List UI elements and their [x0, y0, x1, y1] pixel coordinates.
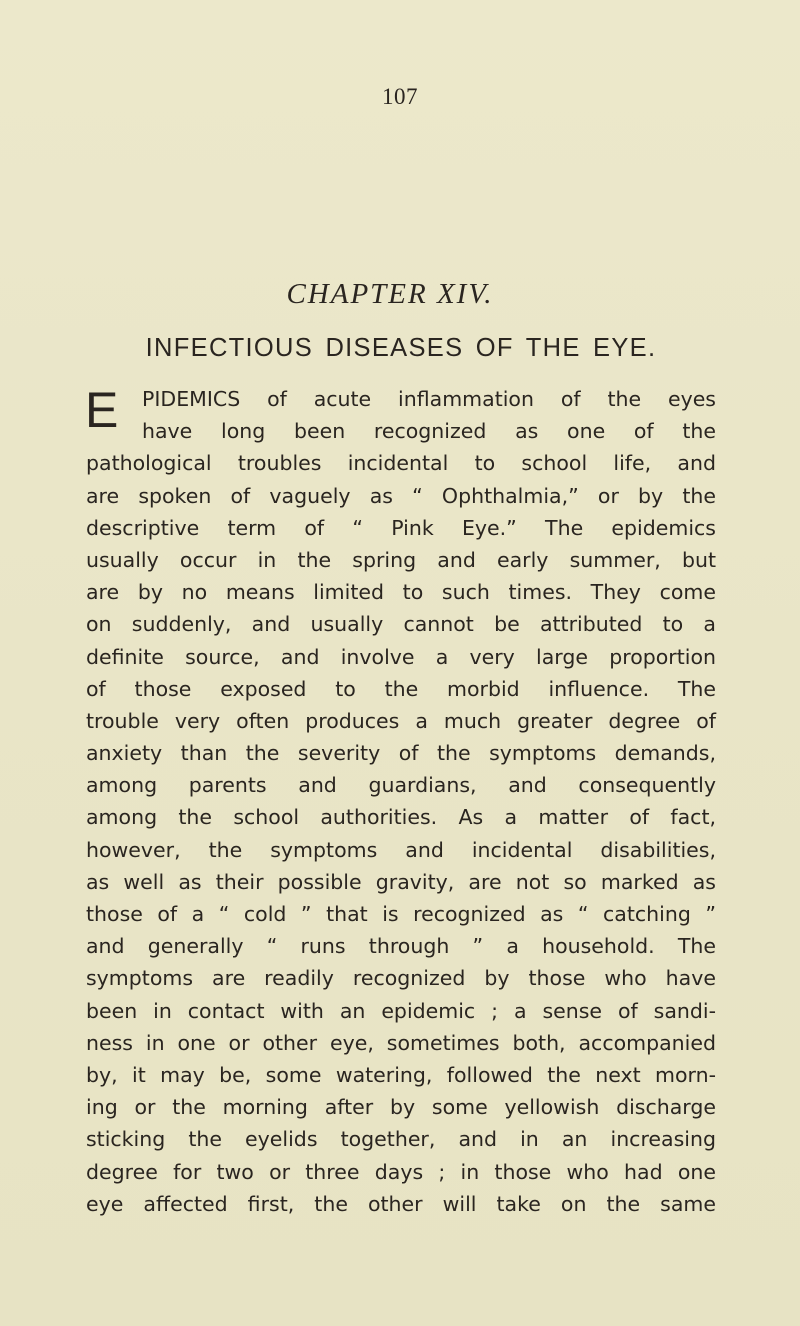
- text-line: symptoms are readily recognized by those who have: [86, 966, 716, 991]
- text-line: as well as their possible gravity, are not so marked as: [86, 869, 716, 894]
- text-line: definite source, and involve a very large proportion: [86, 644, 716, 669]
- page-number: 107: [382, 84, 418, 109]
- text-line: usually occur in the spring and early summer, but: [86, 547, 716, 572]
- text-line: pathological troubles incidental to school life, and: [86, 451, 716, 476]
- text-line: been in contact with an epidemic ; a sense of sandi-: [86, 998, 716, 1023]
- text-line: of those exposed to the morbid influence. The: [86, 676, 716, 701]
- text-line: have long been recognized as one of the: [142, 419, 716, 444]
- chapter-label: CHAPTER XIV.: [286, 278, 494, 310]
- text-line: descriptive term of “ Pink Eye.” The epidemics: [86, 515, 716, 540]
- chapter-title: INFECTIOUS DISEASES OF THE EYE.: [145, 334, 657, 362]
- text-line: among the school authorities. As a matter of fact,: [86, 805, 716, 830]
- text-line: anxiety than the severity of the symptoms demands,: [86, 741, 716, 766]
- text-line: and generally “ runs through ” a household. The: [86, 934, 716, 959]
- text-line: ness in one or other eye, sometimes both, accompanied: [86, 1030, 716, 1055]
- text-line: PIDEMICS of acute inflammation of the eyes: [142, 387, 716, 411]
- body-paragraph: [86, 383, 716, 1220]
- text-line: among parents and guardians, and consequently: [86, 773, 716, 798]
- drop-cap: E: [85, 382, 119, 438]
- text-line: sticking the eyelids together, and in an increasing: [86, 1127, 716, 1152]
- text-line: however, the symptoms and incidental disabilities,: [86, 837, 716, 862]
- text-line: degree for two or three days ; in those who had one: [86, 1159, 716, 1184]
- text-line: eye affected first, the other will take on the same: [86, 1191, 716, 1216]
- text-line: are by no means limited to such times. They come: [86, 580, 716, 605]
- text-line: those of a “ cold ” that is recognized as “ catching ”: [86, 902, 716, 926]
- text-line: trouble very often produces a much greater degree of: [86, 708, 716, 733]
- text-line: on suddenly, and usually cannot be attributed to a: [86, 612, 716, 637]
- text-line: by, it may be, some watering, followed the next morn-: [86, 1062, 716, 1087]
- text-line: are spoken of vaguely as “ Ophthalmia,” or by the: [86, 483, 716, 508]
- text-line: ing or the morning after by some yellowish discharge: [86, 1095, 716, 1120]
